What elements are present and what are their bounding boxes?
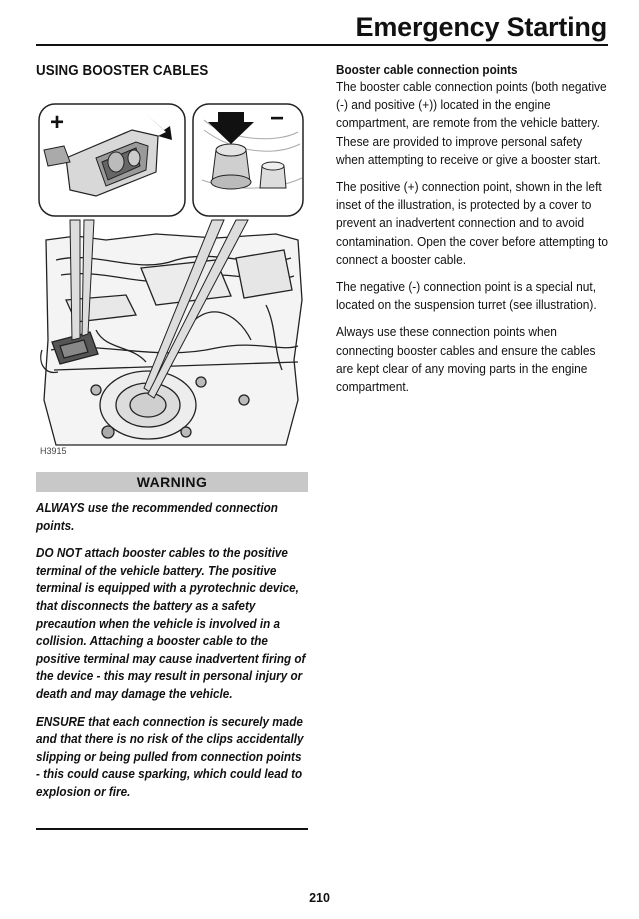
engine-illustration (36, 100, 306, 460)
warning-rule (36, 828, 308, 830)
page-title: Emergency Starting (355, 12, 607, 42)
left-column (36, 60, 308, 79)
right-column (336, 60, 608, 396)
title-rule (36, 44, 608, 46)
figure-code: H3915 (40, 446, 67, 456)
warning-label: WARNING (36, 472, 308, 492)
warning-box (36, 472, 308, 802)
body-paragraph: The negative (-) connection point is a special nut, located on the suspension turret (see illustration). (336, 279, 597, 313)
body-paragraph: Always use these connection points when connecting booster cables and ensure the cables are kept clear of any moving parts in the engine compartment. (336, 324, 596, 395)
warning-paragraph: ALWAYS use the recommended connection points. (36, 501, 278, 533)
warning-paragraph: ENSURE that each connection is securely made and that there is no risk of the clips accidentally slipping or being pulled from connection points - this could cause sparking, which could lead to explosion or fire. (36, 714, 304, 799)
body-paragraph: The positive (+) connection point, shown in the left inset of the illustration, is protected by a cover to prevent an inadvertent connection and to avoid contamination. Open the cover before attempting to connect a booster cable. (336, 179, 609, 267)
section-heading: USING BOOSTER CABLES (36, 63, 209, 79)
warning-paragraph: DO NOT attach booster cables to the positive terminal of the vehicle battery. The positive terminal is equipped with a pyrotechnic device, that disconnects the battery as a safety precaution when the vehicle is involved in a collision. Attaching a booster cable to the positive terminal may cause inadvertent firing of the device - this may result in personal injury or death and may damage the vehicle. (36, 546, 306, 701)
engine-drawing (36, 100, 306, 460)
body-paragraph: The booster cable connection points (both negative (-) and positive (+)) located in the engine compartment, are remote from the vehicle battery. These are provided to improve personal safety when attempting to receive or give a booster start. (336, 79, 607, 167)
sub-heading: Booster cable connection points (336, 63, 518, 77)
minus-sign: − (270, 105, 285, 132)
page-number: 210 (309, 891, 330, 905)
plus-sign: + (50, 109, 65, 136)
